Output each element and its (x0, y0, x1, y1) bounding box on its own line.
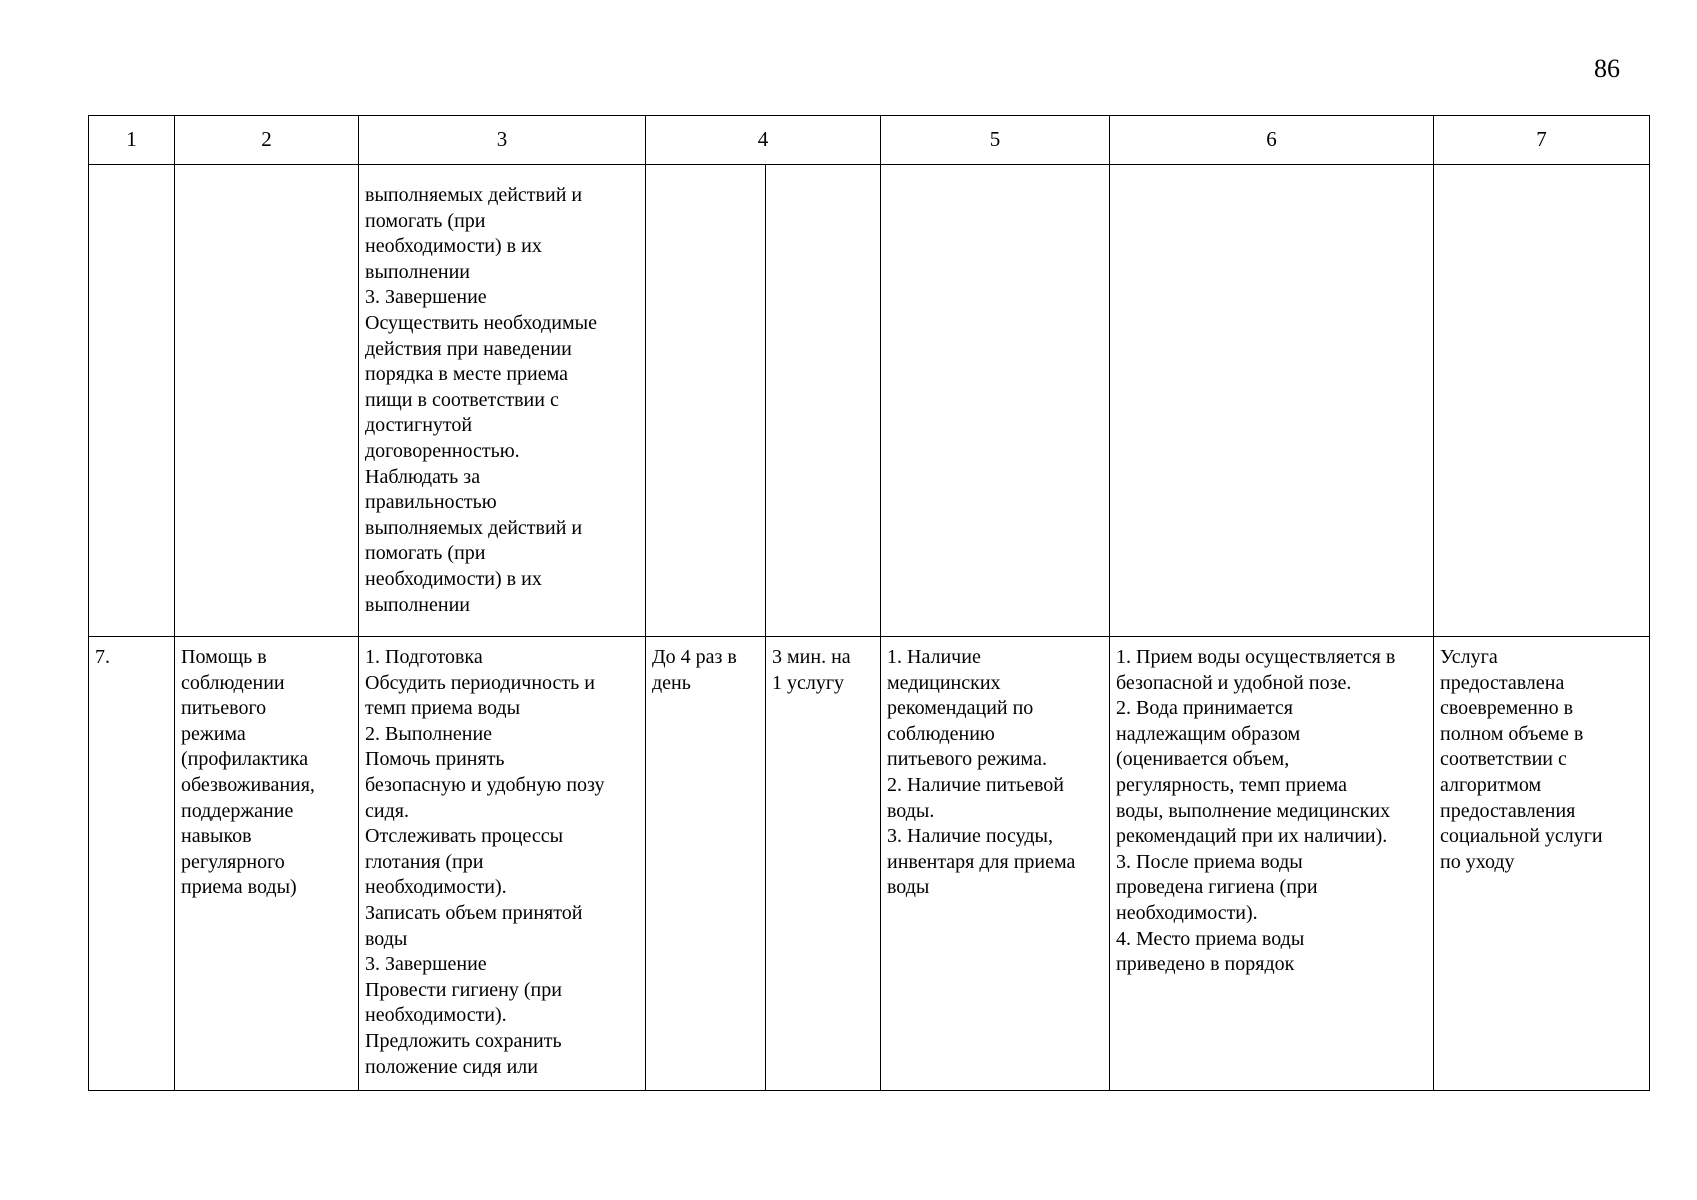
evaluation-cell (1434, 165, 1650, 637)
header-col-4: 4 (646, 116, 881, 165)
row-number-cell: 7. (89, 637, 175, 1091)
service-name-cell (175, 165, 359, 637)
evaluation-cell: Услуга предоставлена своевременно в полном объеме в соответствии с алгоритмом предоставления социальной услуги по уходу (1434, 637, 1650, 1091)
header-col-3: 3 (359, 116, 646, 165)
header-col-2: 2 (175, 116, 359, 165)
conditions-cell: 1. Наличие медицинских рекомендаций по соблюдению питьевого режима. 2. Наличие питьевой воды. 3. Наличие посуды, инвентаря для приема воды (881, 637, 1110, 1091)
results-cell: 1. Прием воды осуществляется в безопасной и удобной позе. 2. Вода принимается надлежащим образом (оценивается объем, регулярность, темп приема воды, выполнение медицинских рекомендаций при их наличии). 3. После приема воды проведена гигиена (при необходимости). 4. Место приема воды приведено в порядок (1110, 637, 1434, 1091)
duration-cell: 3 мин. на 1 услугу (766, 637, 881, 1091)
results-cell (1110, 165, 1434, 637)
frequency-cell (646, 165, 766, 637)
table-row (89, 637, 1650, 1091)
table-header-row (89, 116, 1650, 165)
header-col-1: 1 (89, 116, 175, 165)
row-number-cell (89, 165, 175, 637)
header-col-6: 6 (1110, 116, 1434, 165)
conditions-cell (881, 165, 1110, 637)
header-col-5: 5 (881, 116, 1110, 165)
service-steps-cell: выполняемых действий и помогать (при необходимости) в их выполнении 3. Завершение Осуществить необходимые действия при наведении порядка в месте приема пищи в соответствии с достигнутой договоренностью. Наблюдать за правильностью выполняемых действий и помогать (при необходимости) в их выполнении (359, 165, 646, 637)
service-steps-cell: 1. Подготовка Обсудить периодичность и темп приема воды 2. Выполнение Помочь принять безопасную и удобную позу сидя. Отслеживать процессы глотания (при необходимости). Записать объем принятой воды 3. Завершение Провести гигиену (при необходимости). Предложить сохранить положение сидя или (359, 637, 646, 1091)
table-row (89, 165, 1650, 637)
services-table (88, 115, 1650, 1091)
page-number: 86 (1594, 54, 1620, 83)
duration-cell (766, 165, 881, 637)
header-col-7: 7 (1434, 116, 1650, 165)
frequency-cell: До 4 раз в день (646, 637, 766, 1091)
service-name-cell: Помощь в соблюдении питьевого режима (профилактика обезвоживания, поддержание навыков регулярного приема воды) (175, 637, 359, 1091)
